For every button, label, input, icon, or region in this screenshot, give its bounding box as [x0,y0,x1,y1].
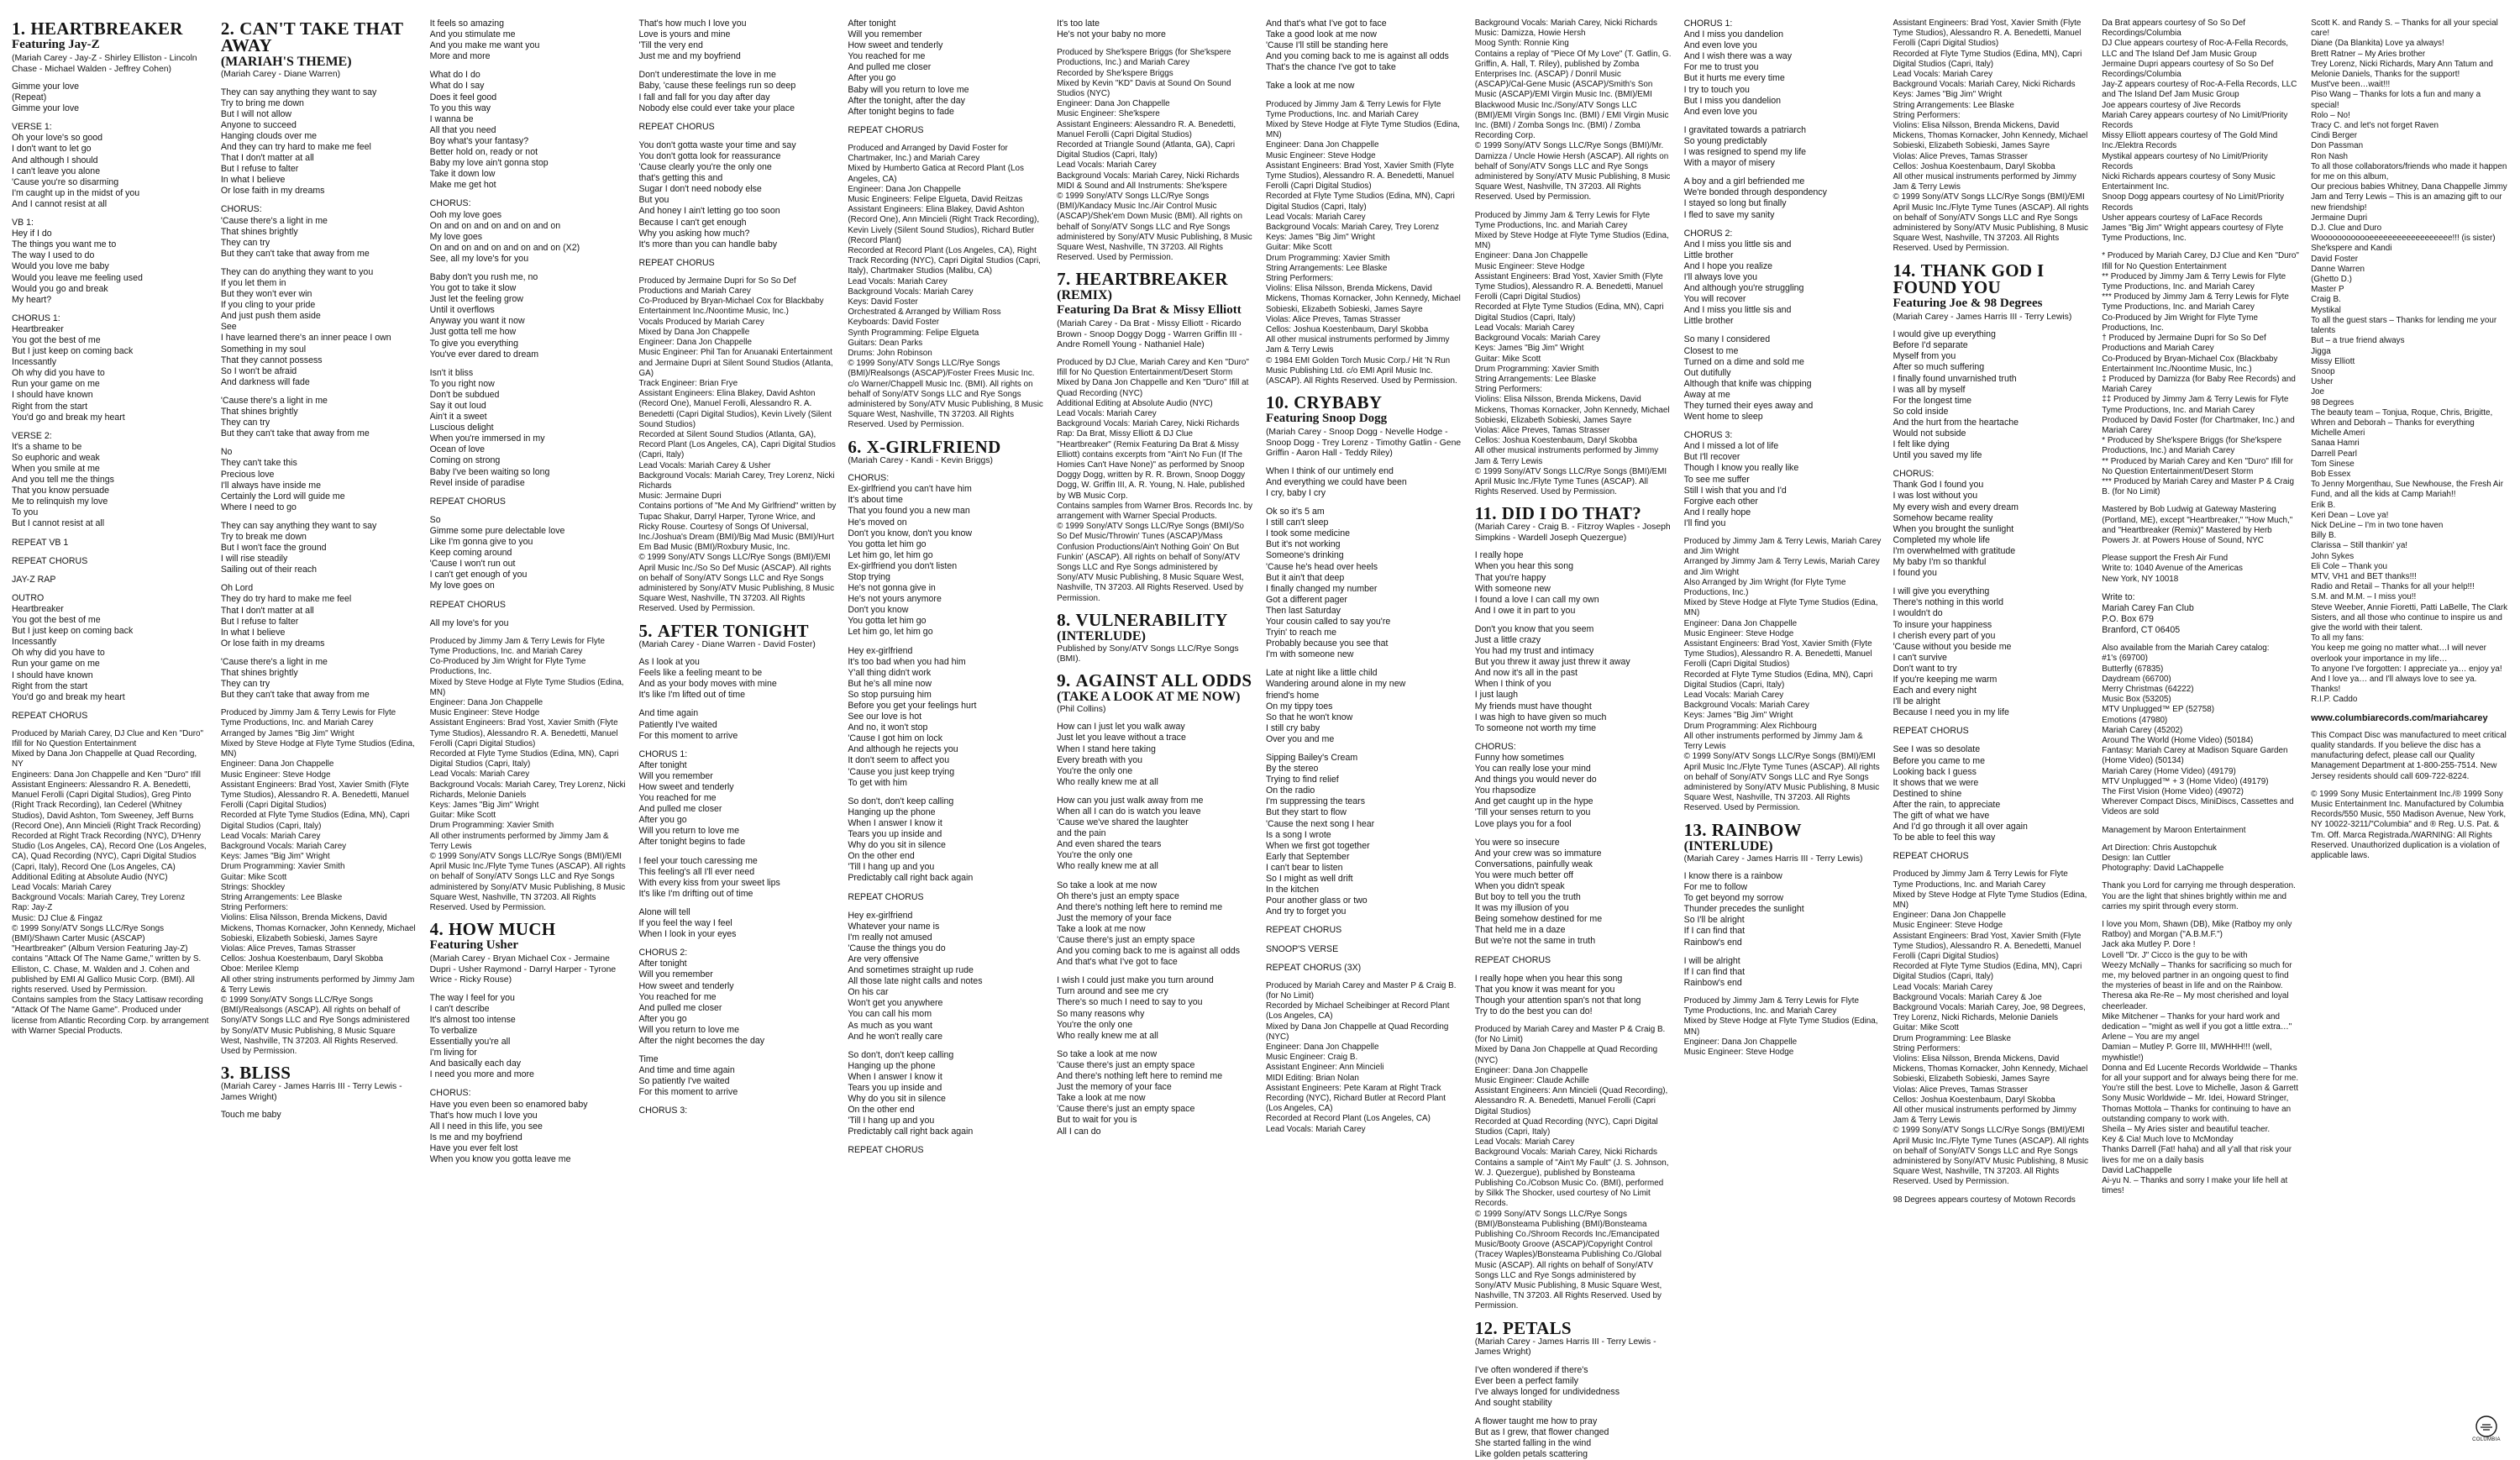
songwriter-credits: (Mariah Carey - James Harris III - Terry Lewis - James Wright) [1474,1337,1656,1358]
lyric-block: I feel your touch caressing me This feeling's all I'll ever need With every kiss from your sweet lips It's like I'm drifting out of time [638,855,780,899]
website-url[interactable]: www.columbiarecords.com/mariahcarey [2311,712,2488,723]
song-title [1266,394,1463,411]
production-credits: Produced by Jimmy Jam & Terry Lewis for Flyte Tyme Productions, Inc. and Mariah Carey Mixed by Steve Hodge at Flyte Tyme Studios (Edina, MN) Engineer: Dana Jon Chappelle Music Engineer: Steve Hodge Assistant Engineers: Brad Yost, Xavier Smith (Flyte Tyme Studios), Alessandro R. A. Benedetti, Manuel Ferolli (Capri Digital Studios) Recorded at Flyte Tyme Studios (Edina, MN), Capri Digital Studios (Capri, Italy) Lead Vocals: Mariah Carey Background Vocals: Mariah Carey Keys: James "Big Jim" Wright Guitar: Mike Scott Drum Programming: Xavier Smith String Arrangements: Lee Blaske String Performers: Violins: Elisa Nilsson, Brenda Mickens, David Mickens, Thomas Kornacker, John Kennedy, Michael Sobieski, Elizabeth Sobieski, James Sayre Violas: Alice Preves, Tamas Strasser Cellos: Joshua Koestenbaum, Daryl Skobba All other musical instruments performed by Jimmy Jam & Terry Lewis © 1999 Sony/ATV Songs LLC/Rye Songs (BMI)/EMI April Music Inc./Flyte Tyme Tunes (ASCAP). All Rights Reserved. Used by Permission. [1474,210,1670,497]
song-subtitle: (INTERLUDE) [1683,838,1773,853]
lyric-block: REPEAT VB 1 [12,537,69,548]
songwriter-credits: (Mariah Carey - Diane Warren) [220,70,341,79]
production-credits: I love you Mom, Shawn (DB), Mike (Ratboy my only Ratboy) and Morgan ("A.B.M.F.") Jack aka Mutley P. Dore ! Lovell "Dr. J" Cicco is the guy to be with Weezy McNally – Thanks for sacrificing so much for me, my beloved partner in an ongoing quest to find the mysteries of beast in life and on the Rainbow. Theresa aka Re-Re – My most cherished and loyal cheerleader. Mike Mitchener – Thanks for your hard work and dedication – "might as well if you got a little extra…" Arlene – You are my angel Damian – Mutley P. Gorre III, MWHHH!!! (well, mywhistle!) Donna and Ed Lucente Records Worldwide – Thanks for all your support and for always being there for me. You're still the best. Love to Michelle, Jason & Garrett Sony Music Worldwide – Mr. Idei, Howard Stringer, Thomas Mottola – Thanks for continuing to have an outstanding company to work with. Sheila – My Aries sister and beautiful teacher. Key & Cia! Much love to McMonday Thanks Darrell (Fat! haha) and all y'all that risk your lives for me on a daily basis David LaChappelle Ai-yu N. – Thanks and sorry I make your life hell at times! [2102,920,2299,1196]
production-credits: Also available from the Mariah Carey catalog: #1's (69700) Butterfly (67835) Daydream (66700) Merry Christmas (64222) Music Box (53205) MTV Unplugged™ EP (52758) Emotions (47980) Mariah Carey (45202) Around The World (Home Video) (50184) Fantasy: Mariah Carey at Madison Square Garden (Home Video) (50134) Mariah Carey (Home Video) (49179) MTV Unplugged™ + 3 (Home Video) (49179) The First Vision (Home Video) (49072) Wherever Compact Discs, MiniDiscs, Cassettes and Videos are sold [2102,643,2294,817]
featuring-line: Featuring Jay-Z [12,38,100,51]
lyric-block: See I was so desolate Before you came to me Looking back I guess It shows that we were Destined to shine After the rain, to appreciate The gift of what we have And I'd go through it all over again To be able to feel this way [1893,744,2028,843]
lyric-block: Late at night like a little child Wandering around alone in my new friend's home On my tippy toes So that he won't know I still cry baby Over you and me [1265,668,1406,744]
lyric-block: I will be alright If I can find that Rainbow's end [1683,955,1746,988]
songwriter-credits: Published by Sony/ATV Songs LLC/Rye Songs (BMI). [1057,643,1239,664]
track-number: 13. [1683,819,1707,840]
lyric-block: When I think of our untimely end And everything we could have been I cry, baby I cry [1265,465,1407,498]
lyric-block: VERSE 2: It's a shame to be So euphoric and weak When you smile at me And you tell me the things That you know persuade Me to relinquish my love To you But I cannot resist at all [12,430,114,529]
lyric-block: VB 1: Hey if I do The things you want me to The way I used to do Would you love me baby Would you leave me feeling used Would you go and break My heart? [12,218,143,305]
lyric-block: Isn't it bliss To you right now Don't be subdued Say it out loud Ain't it a sweet Luscious delight When you're immersed in my Ocean of love Coming on strong Baby I've been waiting so long Revel inside of paradise [429,367,550,488]
lyric-block: 'Cause there's a light in me That shines brightly They can try But they can't take that away from me [220,395,370,439]
lyric-block: Don't you know that you seem Just a little crazy You had my trust and intimacy But you threw it away just threw it away And now it's all in the past When I think of you I just laugh My friends must have thought I was high to have given so much To someone not worth my time [1474,623,1630,733]
lyric-block: Baby don't you rush me, no You got to take it slow Just let the feeling grow Until it overflows Anyway you want it now Just gotta tell me how To give you everything You've ever dared to dream [429,271,539,360]
lyric-block: CHORUS: Thank God I found you I was lost without you My every wish and every dream Somehow became reality When you brought the sunlight Completed my whole life I'm overwhelmed with gratitude My baby I'm so thankful I found you [1893,469,2019,579]
columbia-logo-icon [2475,1415,2497,1437]
lyric-block: JAY-Z RAP [12,574,56,585]
production-credits: * Produced by Mariah Carey, DJ Clue and Ken "Duro" Ifill for No Question Entertainment ** Produced by Jimmy Jam & Terry Lewis for Flyte Tyme Productions, Inc. and Mariah Carey *** Produced by Jimmy Jam & Terry Lewis for Flyte Tyme Productions, Inc. and Mariah Carey Co-Produced by Jim Wright for Flyte Tyme Productions, Inc. † Produced by Jermaine Dupri for So So Def Productions and Mariah Carey Co-Produced by Bryan-Michael Cox (Blackbaby Entertainment Inc./Noontime Music, Inc.) ‡ Produced by Damizza (for Baby Ree Records) and Mariah Carey ‡‡ Produced by Jimmy Jam & Terry Lewis for Flyte Tyme Productions, Inc. and Mariah Carey Produced by David Foster (for Chartmaker, Inc.) and Mariah Carey * Produced by She'kspere Briggs (for She'kspere Productions, Inc.) and Mariah Carey ** Produced by Mariah Carey and Ken "Duro" Ifill for No Question Entertainment/Desert Storm *** Produced by Mariah Carey and Master P & Craig B. (for No Limit) [2102,251,2299,497]
track-number: 4. [429,919,444,940]
song-subtitle: (REMIX) [1057,288,1112,303]
lyric-block: Don't underestimate the love in me Baby, 'cause these feelings run so deep I fall and fall for you day after day Nobody else could ever take your place [638,70,796,113]
lyric-block: I've often wondered if there's Ever been a perfect family I've always longed for undividedness And sought stability [1474,1364,1620,1408]
lyric-block: SNOOP'S VERSE [1265,943,1339,954]
text-column-11 [2102,18,2299,1248]
lyric-block: A boy and a girl befriended me We're bonded through despondency I stayed so long but finally I fled to save my sanity [1683,176,1827,220]
track-number: 6. [848,436,862,457]
song-subtitle: (INTERLUDE) [1057,628,1146,643]
lyric-block: OUTRO Heartbreaker You got the best of me But I just keep on coming back Incessantly Oh why did you have to Run your game on me I should have known Right from the start You'd go and break my heart [12,592,134,702]
lyric-block: Write to: Mariah Carey Fan Club P.O. Box 679 Branford, CT 06405 [2102,591,2194,636]
production-credits: Produced by Jimmy Jam & Terry Lewis for Flyte Tyme Productions, Inc. and Mariah Carey Mixed by Steve Hodge at Flyte Tyme Studios (Edina, MN) Engineer: Dana Jon Chappelle Music Engineer: Steve Hodge [1683,995,1878,1057]
lyric-block: CHORUS 2: After tonight Will you remember How sweet and tenderly You reached for me And pulled me closer After you go Will you return to love me After the night becomes the day [638,948,765,1046]
track-title-text: BLISS [239,1063,291,1084]
production-credits: This Compact Disc was manufactured to meet critical quality standards. If you believe the disc has a manufacturing defect, please call our Quality Management Department at 1-800-255-7514. New Jersey residents should call 609-722-8224. [2311,730,2507,781]
lyric-block: You don't gotta waste your time and say You don't gotta look for reassurance 'Cause clearly you're the only one that's getting this and Sugar I don't need nobody else But you And honey I ain't letting go too soon Because I can't get enough Why you asking how much? It's more than you can handle baby [638,139,796,249]
track-title-text: HEARTBREAKER [1075,269,1228,290]
lyric-block: Oh Lord They do try hard to make me feel That I don't matter at all But I refuse to falter In what I believe Or lose faith in my dreams [220,583,352,649]
production-credits: 98 Degrees appears courtesy of Motown Records [1893,1195,2076,1205]
lyric-block: As I look at you Feels like a feeling meant to be And as your body moves with mine It's like I'm lifted out of time [638,657,777,701]
song-title [1683,819,1882,840]
track-title-text: CAN'T TAKE THAT AWAY [220,18,403,55]
song-title [429,919,627,940]
track-title-text: VULNERABILITY [1075,609,1228,630]
track-number: 10. [1265,392,1289,413]
text-column-9 [1684,18,1882,1248]
song-title [1057,609,1254,630]
lyric-block: I really hope when you hear this song That you know it was meant for you Though your attention span's not that long Try to do the best you can do! [1474,973,1641,1016]
track-number: 9. [1057,670,1071,691]
lyric-block: A flower taught me how to pray But as I grew, that flower changed She started falling in the wind Like golden petals scattering [1474,1416,1609,1460]
lyric-block: It's too late He's not your baby no more [1057,18,1166,40]
lyric-block: REPEAT CHORUS [1265,925,1342,936]
columbia-logo [2471,1415,2502,1443]
song-title [638,622,836,639]
lyric-block: REPEAT CHORUS [848,891,924,902]
lyric-block: Ok so it's 5 am I still can't sleep I took some medicine But it's not working Someone's drinking 'Cause he's head over heels But it ain't that deep I finally changed my number Got a different pager Then last Saturday Your cousin called to say you're Tryin' to reach me Probably because you see that I'm with someone new [1265,507,1391,660]
song-title [1893,262,2090,296]
production-credits: Produced by Mariah Carey and Master P & Craig B. (for No Limit) Mixed by Dana Jon Chappelle at Quad Recording (NYC) Engineer: Dana Jon Chappelle Music Engineer: Claude Achille Assistant Engineers: Ann Mincieli (Quad Recording), Alessandro R. A. Benedetti, Manuel Ferolli (Capri Digital Studios) Recorded at Quad Recording (NYC), Capri Digital Studios (Capri, Italy) Lead Vocals: Mariah Carey Background Vocals: Mariah Carey, Nicki Richards Contains a sample of "Ain't My Fault" (J. S. Johnson, W. J. Quezergue), published by Bonsteama Publishing Co./Cobson Music Co. (BMI), performed by Silkk The Shocker, used courtesy of No Limit Records. © 1999 Sony/ATV Songs LLC/Rye Songs (BMI)/Bonsteama Publishing (BMI)/Bonsteama Publishing Co./Shroom Records Inc./Emancipated Music/Booty Groove (ASCAP)/Copyright Control (Tracey Waples)/Bonsteama Publishing Co./Global Music (ASCAP). All rights on behalf of Sony/ATV Songs LLC and Rye Songs administered by Sony/ATV Music Publishing, 8 Music Square West, Nashville, TN 37203. All Rights Reserved. Used by Permission. [1474,1025,1669,1311]
lyric-block: REPEAT CHORUS [1893,726,1969,737]
song-subtitle: (TAKE A LOOK AT ME NOW) [1057,689,1241,704]
featuring-line: Featuring Usher [429,938,519,953]
song-title [1057,269,1254,290]
lyric-block: And time again Patiently I've waited For this moment to arrive [638,708,738,741]
track-number: 1. [12,18,26,39]
lyric-block: VERSE 1: Oh your love's so good I don't want to let go And although I should I can't leave you alone 'Cause you're so disarming I'm caught up in the midst of you And I cannot resist at all [12,122,140,209]
track-title-text: HEARTBREAKER [30,18,183,39]
lyric-block: CHORUS: Have you even been so enamored baby That's how much I love you All I need in this life, you see Is me and my boyfriend Have you ever felt lost When you know you gotta leave me [429,1088,588,1164]
lyric-block: So don't, don't keep calling Hanging up the phone When I answer I know it Tears you up inside and Why do you sit in silence On the other end 'Till I hang up and you Predictably call right back again [848,796,974,884]
track-title-text: PETALS [1502,1317,1572,1338]
production-credits: Thank you Lord for carrying me through desperation. You are the light that shines brightly within me and carries my spirit through every storm. [2102,881,2296,911]
lyric-block: Hey ex-girlfriend Whatever your name is I'm really not amused 'Cause the things you do Are very offensive And sometimes straight up rude All those late night calls and notes On his car Won't get you anywhere You can call his mom As much as you want And he won't really care [848,910,983,1042]
lyric-block: So don't, don't keep calling Hanging up the phone When I answer I know it Tears you up inside and Why do you sit in silence On the other end 'Till I hang up and you Predictably call right back again [848,1049,974,1137]
lyric-block: CHORUS: 'Cause there's a light in me That shines brightly They can try But they can't take that away from me [220,204,370,259]
production-credits: © 1999 Sony Music Entertainment Inc./® 1999 Sony Music Entertainment Inc. Manufactured by Columbia Records/550 Music, 550 Madison Avenue, New York, NY 10022-3211/"Columbia" and ® Reg. U.S. Pat. & Tm. Off. Marca Registrada./WARNING: All Rights Reserved. Unauthorized duplication is a violation of applicable laws. [2311,789,2507,860]
lyric-block: CHORUS 1: After tonight Will you remember How sweet and tenderly You reached for me And pulled me closer After you go Will you return to love me After tonight begins to fade [638,748,746,848]
lyric-block: I wish I could just make you turn around Turn around and see me cry There's so much I need to say to you So many reasons why You're the only one Who really knew me at all [1057,975,1214,1041]
song-title [12,20,209,37]
lyric-block: CHORUS: Funny how sometimes You can really lose your mind And things you would never do You rhapsodize And get caught up in the hype 'Till your senses return to you Love plays you for a fool [1474,741,1597,829]
lyric-block: REPEAT CHORUS (3X) [1265,962,1362,973]
lyric-block: How can you just walk away from me When all I can do is watch you leave 'Cause we've shared the laughter and the pain And even shared the tears You're the only one Who really knew me at all [1057,795,1204,872]
lyric-block: REPEAT CHORUS [638,257,715,268]
track-number: 14. [1893,260,1916,281]
text-column-8 [1474,18,1672,1460]
track-number: 11. [1474,503,1497,524]
lyric-block: What do I do What do I say Does it feel good To you this way I wanna be All that you need Boy what's your fantasy? Better hold on, ready or not Baby my love ain't gonna stop Take it down low Make me get hot [429,70,549,191]
text-column-10 [1893,18,2090,1248]
lyric-block: Hey ex-girlfriend It's too bad when you had him Y'all thing didn't work But he's all mine now So stop pursuing him Before you get your feelings hurt See our love is hot And no, it won't stop 'Cause I got him on lock And although he rejects you It don't seem to affect you 'Cause you just keep trying To get with him [848,645,977,788]
lyric-block: Gimme your love (Repeat) Gimme your love [12,81,80,114]
track-number: 2. [220,18,235,39]
lyric-block: You were so insecure And your crew was so immature Conversations, painfully weak You were much better off When you didn't speak But boy to tell you the truth It was my illusion of you Being somehow destined for me That held me in a daze But we're not the same in truth [1474,837,1603,947]
text-column-1 [12,18,209,1248]
lyric-block: CHORUS 3: And I missed a lot of life But I'll recover Though I know you really like To see me suffer Still I wish that you and I'd Forgive each other And I really hope I'll find you [1683,430,1799,528]
lyric-block: They can say anything they want to say Try to break me down But I won't face the ground I will rise steadily Sailing out of their reach [220,520,377,575]
production-credits: Produced by Jimmy Jam & Terry Lewis for Flyte Tyme Productions, Inc. and Mariah Carey Arranged by James "Big Jim" Wright Mixed by Steve Hodge at Flyte Tyme Studios (Edina, MN) Engineer: Dana Jon Chappelle Music Engineer: Steve Hodge Assistant Engineers: Brad Yost, Xavier Smith (Flyte Tyme Studios), Alessandro R. A. Benedetti, Manuel Ferolli (Capri Digital Studios) Recorded at Flyte Tyme Studios (Edina, MN), Capri Digital Studios (Capri, Italy) Lead Vocals: Mariah Carey Background Vocals: Mariah Carey Keys: James "Big Jim" Wright Drum Programming: Xavier Smith Guitar: Mike Scott Strings: Shockley String Arrangements: Lee Blaske String Performers: Violins: Elisa Nilsson, Brenda Mickens, David Mickens, Thomas Kornacker, John Kennedy, Michael Sobieski, Elizabeth Sobieski, James Sayre Violas: Alice Preves, Tamas Strasser Cellos: Joshua Koestenbaum, Daryl Skobba Oboe: Merilee Klemp All other string instruments performed by Jimmy Jam & Terry Lewis © 1999 Sony/ATV Songs LLC/Rye Songs (BMI)/Realsongs (ASCAP). All rights on behalf of Sony/ATV Songs LLC and Rye Songs administered by Sony/ATV Music Publishing, 8 Music Square West, Nashville, TN 37203. All Rights Reserved. Used by Permission. [220,708,416,1056]
lyric-block: I really hope When you hear this song That you're happy With someone new I found a love I can call my own And I owe it in part to you [1474,550,1599,616]
songwriter-credits: (Mariah Carey - Snoop Dogg - Nevelle Hodge - Snoop Dogg - Trey Lorenz - Timothy Gatlin - Gene Griffin - Aaron Hall - Teddy Riley) [1265,428,1462,459]
lyric-block: CHORUS: Ooh my love goes On and on and on and on and on My love goes On and on and on and on and on (X2) See, all my love's for you [429,198,580,264]
lyric-block: REPEAT CHORUS [638,121,715,132]
production-credits: Produced by Jermaine Dupri for So So Def Productions and Mariah Carey Co-Produced by Bryan-Michael Cox for Blackbaby Entertainment Inc./Noontime Music, Inc.) Vocals Produced by Mariah Carey Mixed by Dana Jon Chappelle Engineer: Dana Jon Chappelle Music Engineer: Phil Tan for Anuanaki Entertainment and Jermaine Dupri at Silent Sound Studios (Atlanta, GA) Track Engineer: Brian Frye Assistant Engineers: Elina Blakey, David Ashton (Record One), Manuel Ferolli, Alessandro R. A. Benedetti (Capri Digital Studios), Kevin Lively (Silent Sound Studios) Recorded at Silent Sound Studios (Atlanta, GA), Record Plant (Los Angeles, CA), Capri Digital Studios (Capri, Italy) Lead Vocals: Mariah Carey & Usher Background Vocals: Mariah Carey, Trey Lorenz, Nicki Richards Music: Jermaine Dupri Contains portions of "Me And My Girlfriend" written by Tupac Shakur, Darryl Harper, Tyrone Wrice, and Ricky Rouse. Courtesy of Songs Of Universal, Inc./Joshua's Dream (BMI)/Big Mad Music (BMI)/Hurt Em Bad Music (BMI)/Roxbury Music, Inc. © 1999 Sony/ATV Songs LLC/Rye Songs (BMI)/EMI April Music Inc./So So Def Music (ASCAP). All rights on behalf of Sony/ATV Songs LLC and Rye Songs administered by Sony/ATV Music Publishing, 8 Music Square West, Nashville, TN 37203. All Rights Reserved. Used by Permission. [638,276,837,614]
song-title [220,1063,418,1084]
lyric-block: CHORUS 1: And I miss you dandelion And even love you And I wish there was a way For me to trust you But it hurts me every time I try to touch you But I miss you dandelion And even love you [1683,18,1792,117]
songwriter-credits: (Mariah Carey - Da Brat - Missy Elliott - Ricardo Brown - Snoop Doggy Dogg - Warren Griffin III - Andre Romell Young - Nathaniel Hale) [1057,319,1242,350]
lyric-block: That's how much I love you Love is yours and mine 'Till the very end Just me and my boyfriend [638,18,747,62]
lyric-block: REPEAT CHORUS [12,555,88,566]
lyric-block: CHORUS 3: [638,1106,688,1116]
production-credits: Produced by DJ Clue, Mariah Carey and Ken "Duro" Ifill for No Question Entertainment/Desert Storm Mixed by Dana Jon Chappelle and Ken "Duro" Ifill at Quad Recording (NYC) Additional Editing at Absolute Audio (NYC) Lead Vocals: Mariah Carey Background Vocals: Mariah Carey, Nicki Richards Rap: Da Brat, Missy Elliott & DJ Clue "Heartbreaker" (Remix Featuring Da Brat & Missy Elliott) contains excerpts from "Ain't No Fun (If The Homies Can't Have None)" as performed by Snoop Doggy Dogg, written by R. R. Brown, Snoop Doggy Dogg, W. Griffin III, A. R. Young, N. Hale, published by WB Music Corp. Contains samples from Warner Bros. Records Inc. by arrangement with Warner Special Products. © 1999 Sony/ATV Songs LLC/Rye Songs (BMI)/So So Def Music/Throwin' Tunes (ASCAP)/Mass Confusion Productions/Ain't Nothing Goin' On But Funkin' (ASCAP). All rights on behalf of Sony/ATV Songs LLC and Rye Songs administered by Sony/ATV Music Publishing, 8 Music Square West, Nashville, TN 37203. All Rights Reserved. Used by Permission. [1057,357,1253,603]
track-number: 7. [1057,269,1071,290]
track-title-text: THANK GOD I FOUND YOU [1893,260,2045,297]
featuring-line: Featuring Snoop Dogg [1265,412,1388,426]
featuring-line: Featuring Joe & 98 Degrees [1893,296,2043,310]
track-number: 5. [638,620,653,641]
lyric-block: Sipping Bailey's Cream By the stereo Trying to find relief On the radio I'm suppressing the tears But they start to flow 'Cause the next song I hear Is a song I wrote When we first got together Early that September I can't bear to listen So I might as well drift In the kitchen Pour another glass or two And try to forget you [1265,753,1375,917]
track-title-text: CRYBABY [1294,392,1383,413]
lyric-block: How can I just let you walk away Just let you leave without a trace When I stand here taking Every breath with you You're the only one Who really knew me at all [1057,722,1186,787]
production-credits: Produced by Jimmy Jam & Terry Lewis for Flyte Tyme Productions, Inc. and Mariah Carey Mixed by Steve Hodge at Flyte Tyme Studios (Edina, MN) Engineer: Dana Jon Chappelle Music Engineer: Steve Hodge Assistant Engineers: Brad Yost, Xavier Smith (Flyte Tyme Studios), Alessandro R. A. Benedetti, Manuel Ferolli (Capri Digital Studios) Recorded at Flyte Tyme Studios (Edina, MN), Capri Digital Studios (Capri, Italy) Lead Vocals: Mariah Carey Background Vocals: Mariah Carey & Joe Background Vocals: Mariah Carey, Joe, 98 Degrees, Trey Lorenz, Nicki Richards, Melonie Daniels Guitar: Mike Scott Drum Programming: Lee Blaske String Performers: Violins: Elisa Nilsson, Brenda Mickens, David Mickens, Thomas Kornacker, John Kennedy, Michael Sobieski, Elizabeth Sobieski, James Sayre Violas: Alice Preves, Tamas Strasser Cellos: Joshua Koestenbaum, Daryl Skobba All other musical instruments performed by Jimmy Jam & Terry Lewis © 1999 Sony/ATV Songs LLC/Rye Songs (BMI)/EMI April Music Inc./Flyte Tyme Tunes (ASCAP). All rights on behalf of Sony/ATV Songs LLC and Rye Songs administered by Sony/ATV Music Publishing, 8 Music Square West, Nashville, TN 37203. All Rights Reserved. Used by Permission. [1893,869,2089,1187]
lyric-block: After tonight Will you remember How sweet and tenderly You reached for me And pulled me closer After you go Baby will you return to love me After the tonight, after the day After tonight begins to fade [848,18,969,117]
song-title [1057,672,1254,689]
lyric-block: So take a look at me now 'Cause there's just an empty space And there's nothing left here to remind me Just the memory of your face Take a look at me now 'Cause there's just an empty space But to wait for you is All I can do [1057,1048,1223,1137]
lyric-block: All my love's for you [429,617,509,628]
text-column-12 [2311,18,2508,1248]
production-credits: Mastered by Bob Ludwig at Gateway Mastering (Portland, ME), except "Heartbreaker," "How Much," and "Heartbreaker (Remix)" Mastered by Herb Powers Jr. at Powers House of Sound, NYC [2102,505,2293,545]
track-title-text: RAINBOW [1711,819,1802,840]
text-column-6 [1057,18,1254,1248]
production-credits: Produced by Jimmy Jam & Terry Lewis, Mariah Carey and Jim Wright Arranged by Jimmy Jam & Terry Lewis, Mariah Carey and Jim Wright Also Arranged by Jim Wright (for Flyte Tyme Productions, Inc.) Mixed by Steve Hodge at Flyte Tyme Studios (Edina, MN) Engineer: Dana Jon Chappelle Music Engineer: Steve Hodge Assistant Engineers: Brad Yost, Xavier Smith (Flyte Tyme Studios), Alessandro R. A. Benedetti, Manuel Ferolli (Capri Digital Studios) Recorded at Flyte Tyme Studios (Edina, MN), Capri Digital Studios (Capri, Italy) Lead Vocals: Mariah Carey Background Vocals: Mariah Carey Keys: James "Big Jim" Wright Drum Programming: Alex Richbourg All other instruments performed by Jimmy Jam & Terry Lewis © 1999 Sony/ATV Songs LLC/Rye Songs (BMI)/EMI April Music Inc./Flyte Tyme Tunes (ASCAP). All rights on behalf of Sony/ATV Songs LLC and Rye Songs administered by Sony/ATV Music Publishing, 8 Music Square West, Nashville, TN 37203. All Rights Reserved. Used by Permission. [1683,537,1882,813]
production-credits: Scott K. and Randy S. – Thanks for all your special care! Diane (Da Blankita) Love ya always! Brett Ratner – My Aries brother Trey Lorenz, Nicki Richards, Mary Ann Tatum and Melonie Daniels, Thanks for the support! Must've been…wait!!! Piso Wang – Thanks for lots a fun and many a special! Rolo – No! Tracy C. and let's not forget Raven Cindi Berger Don Passman Ron Nash To all those collaborators/friends who made it happen for me on this album, Our precious babies Whitney, Dana Chappelle Jimmy Jam and Terry Lewis – This is an amazing gift to our new friendship! Jermaine Dupri D.J. Clue and Duro Woooooooooooeeeeeeeeeeeeeeeeee!!! (is sister) She'kspere and Kandi David Foster Danne Warren (Ghetto D.) Master P Craig B. Mystikal To all the guest stars – Thanks for lending me your talents But – a true friend always Jigga Missy Elliott Snoop Usher Joe 98 Degrees The beauty team – Tonjua, Roque, Chris, Brigitte, Whren and Deborah – Thanks for everything Michelle Ameri Sanaa Hamri Darrell Pearl Tom Sinese Bob Essex To Jenny Morgenthau, Sue Newhouse, the Fresh Air Fund, and all the kids at Camp Mariah!! Erik B. Keri Dean – Love ya! Nick DeLine – I'm in two tone haven Billy B. Clarissa – Still thankin' ya! John Sykes Eli Cole – Thank you MTV, VH1 and BET thanks!!! Radio and Retail – Thanks for all your help!!! S.M. and M.M. – I miss you!! Steve Weeber, Annie Fioretti, Patti LaBelle, The Clark Sisters, and all those who continue to inspire us and give the world with their talent. To all my fans: You keep me going no matter what…I will never overlook your importance in my life… To anyone I've forgotten: I appreciate ya… enjoy ya! And I love ya… and I'll always love to see ya. Thanks! R.I.P. Caddo [2311,18,2508,705]
songwriter-credits: (Mariah Carey - Craig B. - Fitzroy Waples - Joseph Simpkins - Wardell Joseph Quezergue) [1474,523,1671,543]
lyric-block: Take a look at me now [1265,81,1355,92]
song-title [1474,1317,1672,1338]
lyric-block: I will give you everything There's nothing in this world I wouldn't do To insure your happiness I cherish every part of you 'Cause without you beside me I can't survive Don't want to try If you're keeping me warm Each and every night I'll be alright Because I need you in my life [1893,586,2012,718]
production-credits: Assistant Engineers: Brad Yost, Xavier Smith (Flyte Tyme Studios), Alessandro R. A. Benedetti, Manuel Ferolli (Capri Digital Studios) Recorded at Flyte Tyme Studios (Edina, MN), Capri Digital Studios (Capri, Italy) Lead Vocals: Mariah Carey Background Vocals: Mariah Carey, Nicki Richards Keys: James "Big Jim" Wright String Arrangements: Lee Blaske String Performers: Violins: Elisa Nilsson, Brenda Mickens, David Mickens, Thomas Kornacker, John Kennedy, Michael Sobieski, Elizabeth Sobieski, James Sayre Violas: Alice Preves, Tamas Strasser Cellos: Joshua Koestenbaum, Daryl Skobba All other musical instruments performed by Jimmy Jam & Terry Lewis © 1999 Sony/ATV Songs LLC/Rye Songs (BMI)/EMI April Music Inc./Flyte Tyme Tunes (ASCAP). All rights on behalf of Sony/ATV Songs LLC and Rye Songs administered by Sony/ATV Music Publishing, 8 Music Square West, Nashville, TN 37203. All Rights Reserved. Used by Permission. [1893,18,2089,254]
production-credits: Da Brat appears courtesy of So So Def Recordings/Columbia DJ Clue appears courtesy of Roc-A-Fella Records, LLC and The Island Def Jam Music Group Jermaine Dupri appears courtesy of So So Def Recordings/Columbia Jay-Z appears courtesy of Roc-A-Fella Records, LLC and The Island Def Jam Music Group Joe appears courtesy of Jive Records Mariah Carey appears courtesy of No Limit/Priority Records Missy Elliott appears courtesy of The Gold Mind Inc./Elektra Records Mystikal appears courtesy of No Limit/Priority Records Nicki Richards appears courtesy of Sony Music Entertainment Inc. Snoop Dogg appears courtesy of No Limit/Priority Records Usher appears courtesy of LaFace Records James "Big Jim" Wright appears courtesy of Flyte Tyme Productions, Inc. [2102,18,2297,244]
song-title [221,20,418,54]
text-column-3 [430,18,627,1248]
lyric-block: They can say anything they want to say Try to bring me down But I will not allow Anyone to succeed Hanging clouds over me And they can try hard to make me feel That I don't matter at all But I refuse to falter In what I believe Or lose faith in my dreams [220,87,377,197]
lyric-block: Touch me baby [220,1110,281,1121]
lyric-block: So many I considered Closest to me Turned on a dime and sold me Out dutifully Although that knife was chipping Away at me They turned their eyes away and Went home to sleep [1683,334,1814,423]
logo-text: COLUMBIA [2472,1437,2501,1442]
lyric-block: Alone will tell If you feel the way I feel When I look in your eyes [638,906,737,940]
lyric-block: They can do anything they want to you If you let them in But they won't ever win If you cling to your pride And just push them aside See I have learned there's an inner peace I own Something in my soul That they cannot possess So I won't be afraid And darkness will fade [220,266,391,387]
track-title-text: X-GIRLFRIEND [866,436,1001,457]
song-subtitle: (MARIAH'S THEME) [220,55,352,69]
songwriter-credits: (Mariah Carey - Diane Warren - David Foster) [638,639,816,649]
track-title-text: HOW MUCH [449,919,556,940]
production-credits: Produced by Jimmy Jam & Terry Lewis for Flyte Tyme Productions, Inc. and Mariah Carey Mixed by Steve Hodge at Flyte Tyme Studios (Edina, MN) Engineer: Dana Jon Chappelle Music Engineer: Steve Hodge Assistant Engineers: Brad Yost, Xavier Smith (Flyte Tyme Studios), Alessandro R. A. Benedetti, Manuel Ferolli (Capri Digital Studios) Recorded at Flyte Tyme Studios (Edina, MN), Capri Digital Studios (Capri, Italy) Lead Vocals: Mariah Carey Background Vocals: Mariah Carey, Trey Lorenz Keys: James "Big Jim" Wright Guitar: Mike Scott Drum Programming: Xavier Smith String Arrangements: Lee Blaske String Performers: Violins: Elisa Nilsson, Brenda Mickens, David Mickens, Thomas Kornacker, John Kennedy, Michael Sobieski, Elizabeth Sobieski, James Sayre Violas: Alice Preves, Tamas Strasser Cellos: Joshua Koestenbaum, Daryl Skobba All other musical instruments performed by Jimmy Jam & Terry Lewis © 1984 EMI Golden Torch Music Corp./ Hit 'N Run Music Publishing Ltd. c/o EMI April Music Inc. (ASCAP). All Rights Reserved. Used by Permission. [1265,99,1461,386]
track-title-text: DID I DO THAT? [1501,503,1641,524]
lyric-block: REPEAT CHORUS [1893,851,1969,862]
production-credits: Produced by Mariah Carey, DJ Clue and Ken "Duro" Ifill for No Question Entertainment Mixed by Dana Jon Chappelle at Quad Recording, NY Engineers: Dana Jon Chappelle and Ken "Duro" Ifill Assistant Engineers: Alessandro R. A. Benedetti, Manuel Ferolli (Capri Digital Studios), Greg Pinto (Right Track Recording), Ian Cederel (Whitney Studios), David Ashton, Tom Sweeney, Jeff Burns (Record One), Ann Mincieli (Right Track Recording) Recorded at Right Track Recording (NYC), D'Henry Studio (Los Angeles, CA), Record One (Los Angeles, CA), Quad Recording (NYC), Capri Digital Studios (Capri, Italy), Record One (Los Angeles, CA) Additional Editing at Absolute Audio (NYC) Lead Vocals: Mariah Carey Background Vocals: Mariah Carey, Trey Lorenz Rap: Jay-Z Music: DJ Clue & Fingaz © 1999 Sony/ATV Songs LLC/Rye Songs (BMI)/Shawn Carter Music (ASCAP) "Heartbreaker" (Album Version Featuring Jay-Z) contains "Attack Of The Name Game," written by S. Elliston, C. Chase, M. Walden and J. Cohen and published by EMI Al Gallico Music Corp. (BMI). All rights reserved. Used by Permission. Contains samples from the Stacy Lattisaw recording "Attack Of The Name Game". Produced under license from Atlantic Recording Corp. by arrangement with Warner Special Products. [12,728,209,1036]
text-column-5 [848,18,1045,1248]
lyric-block: I would give up everything Before I'd separate Myself from you After so much suffering I finally found unvarnished truth I was all by myself For the longest time So cold inside And the hurt from the heartache Would not subside I felt like dying Until you saved my life [1893,329,2019,461]
production-credits: Background Vocals: Mariah Carey, Nicki Richards Music: Damizza, Howie Hersh Moog Synth: Ronnie King Contains a replay of "Piece Of My Love" (T. Gatlin, G. Griffin, A. Hall, T. Riley), published by Zomba Enterprises Inc. (ASCAP) / Donril Music (ASCAP)/Cal-Gene Music (ASCAP)/Smith's Son Music (ASCAP)/EMI Virgin Music Inc. (BMI)/EMI Blackwood Music Inc./Sony/ATV Songs LLC (BMI)/EMI Virgin Songs Inc. (BMI) / EMI Virgin Music Inc. (BMI) / Zomba Songs Inc. (BMI) / Zomba Recording Corp. © 1999 Sony/ATV Songs LLC/Rye Songs (BMI)/Mr. Damizza / Uncle Howie Hersh (ASCAP). All rights on behalf of Sony/ATV Songs LLC and Rye Songs administered by Sony/ATV Music Publishing, 8 Music Square West, Nashville, TN 37203. All Rights Reserved. Used by Permission. [1474,18,1672,202]
featuring-line: Featuring Da Brat & Missy Elliott [1057,303,1242,318]
song-title [848,436,1045,457]
song-title [1475,505,1672,522]
track-title-text: AGAINST ALL ODDS [1075,670,1252,691]
lyric-block: REPEAT CHORUS [429,496,506,507]
production-credits: Please support the Fresh Air Fund Write to: 1040 Avenue of the Americas New York, NY 10018 [2102,554,2243,584]
lyric-block: So Gimme some pure delectable love Like I'm gonna give to you Keep coming around 'Cause I won't run out I can't get enough of you My love goes on [429,514,565,591]
lyric-block: REPEAT CHORUS [12,710,88,721]
lyric-block: 'Cause there's a light in me That shines brightly They can try But they can't take that away from me [220,656,370,701]
text-column-4 [638,18,836,1248]
lyric-block: So take a look at me now Oh there's just an empty space And there's nothing left here to remind me Just the memory of your face Take a look at me now 'Cause there's just an empty space And you coming back to me is against all odds And that's what I've got to face [1057,880,1241,968]
lyric-block: And that's what I've got to face Take a good look at me now 'Cause I'll still be standing here And you coming back to me is against all odds That's the chance I've got to take [1265,18,1449,73]
songwriter-credits: (Mariah Carey - James Harris III - Terry Lewis - James Wright) [220,1082,402,1102]
lyric-block: REPEAT CHORUS [848,124,924,135]
lyric-block: I gravitated towards a patriarch So young predictably I was resigned to spend my life With a mayor of misery [1683,124,1807,169]
lyric-block: REPEAT CHORUS [848,1145,924,1156]
text-column-7 [1266,18,1463,1248]
track-title-text: AFTER TONIGHT [657,620,809,641]
text-column-2 [221,18,418,1248]
lyric-block: Time And time and time again So patiently I've waited For this moment to arrive [638,1054,738,1098]
lyric-block: I know there is a rainbow For me to follow To get beyond my sorrow Thunder precedes the sunlight So I'll be alright If I can find that Rainbow's end [1683,871,1804,948]
songwriter-credits: (Phil Collins) [1057,704,1106,714]
production-credits: Art Direction: Chris Austopchuk Design: Ian Cuttler Photography: David LaChappelle [2102,843,2224,874]
songwriter-credits: (Mariah Carey - Kandi - Kevin Briggs) [848,455,993,465]
lyric-block: The way I feel for you I can't describe It's almost too intense To verbalize Essentially you're all I'm living for And basically each day I need you more and more [429,992,534,1080]
lyric-block: REPEAT CHORUS [429,599,506,610]
lyric-block: CHORUS 2: And I miss you little sis and Little brother And I hope you realize I'll always love you And although you're struggling You will recover And I miss you little sis and Little brother [1683,228,1804,327]
track-number: 12. [1474,1317,1498,1338]
lyric-block: REPEAT CHORUS [1474,954,1551,965]
songwriter-credits: (Mariah Carey - Jay-Z - Shirley Elliston - Lincoln Chase - Michael Walden - Jeffrey Cohen) [12,54,197,74]
production-credits: Produced by Mariah Carey and Master P & Craig B. (for No Limit) Recorded by Michael Scheibinger at Record Plant (Los Angeles, CA) Mixed by Dana Jon Chappelle at Quad Recording (NYC) Engineer: Dana Jon Chappelle Music Engineer: Craig B. Assistant Engineer: Ann Mincieli MIDI Editing: Brian Nolan Assistant Engineers: Pete Karam at Right Track Recording (NYC), Richard Butler at Record Plant (Los Angeles, CA) Recorded at Record Plant (Los Angeles, CA) Lead Vocals: Mariah Carey [1265,980,1457,1134]
production-credits: Produced by She'kspere Briggs (for She'kspere Productions, Inc.) and Mariah Carey Recorded by She'kspere Briggs Mixed by Kevin "KD" Davis at Sound On Sound Studios (NYC) Engineer: Dana Jon Chappelle Music Engineer: She'kspere Assistant Engineers: Alessandro R. A. Benedetti, Manuel Ferolli (Capri Digital Studios) Recorded at Triangle Sound (Atlanta, GA), Capri Digital Studios (Capri, Italy) Lead Vocals: Mariah Carey Background Vocals: Mariah Carey, Nicki Richards MIDI & Sound and All Instruments: She'kspere © 1999 Sony/ATV Songs LLC/Rye Songs (BMI)/Kandacy Music Inc./Air Control Music (ASCAP)/Shek'em Down Music (BMI). All rights on behalf of Sony/ATV Songs LLC and Rye Songs administered by Sony/ATV Music Publishing, 8 Music Square West, Nashville, TN 37203. All Rights Reserved. Used by Permission. [1057,48,1252,263]
track-number: 8. [1057,609,1071,630]
lyric-block: It feels so amazing And you stimulate me And you make me want you More and more [429,18,540,62]
production-credits: Produced by Jimmy Jam & Terry Lewis for Flyte Tyme Productions, Inc. and Mariah Carey Co-Produced by Jim Wright for Flyte Tyme Productions, Inc. Mixed by Steve Hodge at Flyte Tyme Studios (Edina, MN) Engineer: Dana Jon Chappelle Music Engineer: Steve Hodge Assistant Engineers: Brad Yost, Xavier Smith (Flyte Tyme Studios), Alessandro R. A. Benedetti, Manuel Ferolli (Capri Digital Studios) Recorded at Flyte Tyme Studios (Edina, MN), Capri Digital Studios (Capri, Italy) Lead Vocals: Mariah Carey Background Vocals: Mariah Carey, Trey Lorenz, Nicki Richards, Melonie Daniels Keys: James "Big Jim" Wright Guitar: Mike Scott Drum Programming: Xavier Smith All other instruments performed by Jimmy Jam & Terry Lewis © 1999 Sony/ATV Songs LLC/Rye Songs (BMI)/EMI April Music Inc./Flyte Tyme Tunes (ASCAP). All rights on behalf of Sony/ATV Songs LLC and Rye Songs administered by Sony/ATV Music Publishing, 8 Music Square West, Nashville, TN 37203. All Rights Reserved. Used by Permission. [429,636,626,912]
lyric-block: CHORUS: Ex-girlfriend you can't have him It's about time That you found you a new man He's moved on Don't you know, don't you know You gotta let him go Let him go, let him go Ex-girlfriend you don't listen Stop trying He's not gonna give in He's not yours anymore Don't you know You gotta let him go Let him go, let him go [848,473,973,638]
songwriter-credits: (Mariah Carey - James Harris III - Terry Lewis) [1893,312,2072,322]
lyric-block: No They can't take this Precious love I'll always have inside me Certainly the Lord will guide me Where I need to go [220,447,345,512]
production-credits: Management by Maroon Entertainment [2102,825,2246,835]
production-credits: Produced and Arranged by David Foster for Chartmaker, Inc.) and Mariah Carey Mixed by Humberto Gatica at Record Plant (Los Angeles, CA) Engineer: Dana Jon Chappelle Music Engineers: Felipe Elgueta, David Reitzas Assistant Engineers: Elina Blakey, David Ashton (Record One), Ann Mincieli (Right Track Recording), Kevin Lively (Silent Sound Studios), Richard Butler (Record Plant) Recorded at Record Plant (Los Angeles, CA), Right Track Recording (NYC), Capri Digital Studios (Capri, Italy), Chartmaker Studios (Malibu, CA) Lead Vocals: Mariah Carey Background Vocals: Mariah Carey Keys: David Foster Orchestrated & Arranged by William Ross Keyboards: David Foster Synth Programming: Felipe Elgueta Guitars: Dean Parks Drums: John Robinson © 1999 Sony/ATV Songs LLC/Rye Songs (BMI)/Realsongs (ASCAP)/Foster Frees Music Inc. c/o Warner/Chappell Music Inc. (BMI). All rights on behalf of Sony/ATV Songs LLC and Rye Songs administered by Sony/ATV Music Publishing, 8 Music Square West, Nashville, TN 37203. All Rights Reserved. Used by Permission. [848,143,1043,430]
lyric-block: CHORUS 1: Heartbreaker You got the best of me But I just keep on coming back Incessantly Oh why did you have to Run your game on me I should have known Right from the start You'd go and break my heart [12,312,134,423]
songwriter-credits: (Mariah Carey - Bryan Michael Cox - Jermaine Dupri - Usher Raymond - Darryl Harper - Tyrone Wrice - Ricky Rouse) [429,954,617,985]
track-number: 3. [220,1063,235,1084]
songwriter-credits: (Mariah Carey - James Harris III - Terry Lewis) [1683,853,1863,864]
